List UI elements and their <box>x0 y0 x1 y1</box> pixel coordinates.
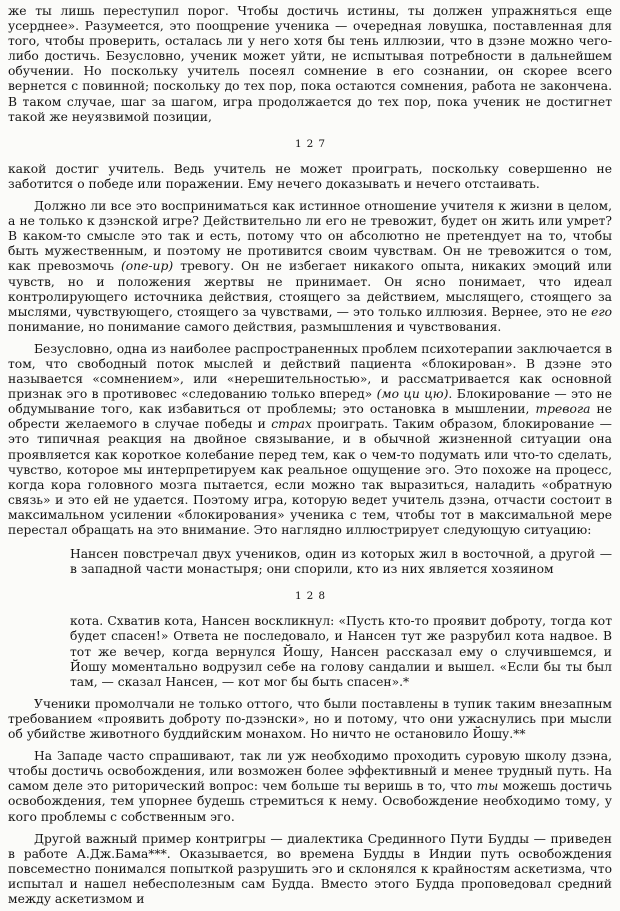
text-segment: тревогу. Он не избегает никакого опыта, никаких эмоций или чувств, но и положения жертвы не принимает. Он ясно понимает, что идеал контролирующего источника действия, стоящего за действием, мыслящего, стоящего за мыслями, чувствующего, стоящего за чувствами, — это только иллюзия. Вернее, это не <box>8 259 612 319</box>
paragraph <box>8 199 612 335</box>
text-segment: Должно ли все это восприниматься как истинное отношение учителя к жизни в целом, а не только к дзэнской игре? Действительно ли его не тревожит, будет он жить или умрет? В каком-то смысле это так и есть, потому что он абсолютно не претендует на то, чтобы быть мужественным, и поэтому не противится своим чувствам. Он не тревожится о том, как превозмочь <box>8 199 612 274</box>
text-segment: Нансен повстречал двух учеников, один из которых жил в восточной, а другой — в западной части монастыря; они спорили, кто из них является хозяином <box>70 547 612 577</box>
block-quote <box>70 547 612 577</box>
italic-term: ты <box>476 779 499 794</box>
text-segment: можешь достичь освобождения, тем упорнее будешь стремиться к нему. Освобождение необходимо тому, у кого проблемы с собственным эго. <box>8 779 612 824</box>
text-segment: Ученики промолчали не только оттого, что были поставлены в тупик таким внезапным требованием «проявить доброту по-дзэнски», но и потому, что они ужаснулись при мысли об убийстве животного буддийским монахом. Но ничто не остановило Йошу.** <box>8 696 612 742</box>
paragraph <box>8 749 612 824</box>
paragraph <box>8 342 612 538</box>
block-quote-continuation <box>70 614 612 689</box>
text-segment: какой достиг учитель. Ведь учитель не может проиграть, поскольку совершенно не заботится о победе или поражении. Ему нечего доказывать и нечего отстаивать. <box>8 161 612 191</box>
text-segment: . Блокирование — это не обдумывание того, как избавиться от проблемы; это остановка в мышлении, <box>8 387 612 417</box>
paragraph-continuation <box>8 162 612 192</box>
paragraph <box>8 832 612 907</box>
text-segment: кота. Схватив кота, Нансен воскликнул: «Пусть кто-то проявит доброту, тогда кот будет спасен!» Ответа не последовало, и Нансен тут же разрубил кота надвое. В тот же вечер, когда вернулся Йошу, Нансен рассказал ему о случившемся, и Йошу моментально водрузил себе на голову сандалии и вышел. «Если бы ты был там, — сказал Нансен, — кот мог бы быть спасен».* <box>70 614 612 689</box>
italic-term: тревога <box>535 402 591 417</box>
italic-term: его <box>591 304 612 319</box>
paragraph-continuation <box>8 4 612 125</box>
paragraph <box>8 697 612 742</box>
italic-term: страх <box>271 417 312 432</box>
text-segment: Безусловно, одна из наиболее распространенных проблем психотерапии заключается в том, что свободный поток мыслей и действий пациента «блокирован». В дзэне это называется «сомнением», или «нерешительностью», и рассматривается как основной признак эго в противовес «следованию только вперед» <box>8 341 612 402</box>
text-segment: На Западе часто спрашивают, так ли уж необходимо проходить суровую школу дзэна, чтобы достичь освобождения, или возможен более эффективный и менее трудный путь. На самом деле это риторический вопрос: чем больше ты веришь в то, что <box>8 749 612 794</box>
italic-term: (мо ци цю) <box>376 387 449 402</box>
text-segment: Другой важный пример контригры — диалектика Срединного Пути Будды — приведен в работе А.Дж.Бама***. Оказывается, во времена Будды в Индии путь освобождения повсеместно понимался попыткой разрушить эго и склонялся к крайностям аскетизма, что испытал и нашел небесполезным сам Будда. Вместо этого Будда проповедовал средний между аскетизмом и <box>8 831 612 906</box>
text-segment: же ты лишь переступил порог. Чтобы достичь истины, ты должен упражняться еще усерднее». Разумеется, это поощрение ученика — очередная ловушка, поставленная для того, чтобы проверить, осталась ли у него хотя бы тень иллюзии, что в дзэне можно чего-либо достичь. Безусловно, ученик может уйти, не испытывая потребности в дальнейшем обучении. Но поскольку учитель посеял сомнение в его сознании, он скорее всего вернется с повинной; поскольку до тех пор, пока остаются сомнения, работа не закончена. В таком случае, шаг за шагом, игра продолжается до тех пор, пока ученик не достигнет такой же неуязвимой позиции, <box>8 4 612 124</box>
page-number: 127 <box>294 137 331 150</box>
text-segment: проиграть. Таким образом, блокирование — это типичная реакция на двойное связывание, и в обычной жизненной ситуации она проявляется как короткое колебание перед тем, как о чем-то подумать или что-то сделать, чувство, которое мы интерпретируем как реальное ощущение эго. Это похоже на процесс, когда кора головного мозга пытается, если можно так выразиться, наладить «обратную связь» и это ей не удается. Поэтому игра, которую ведет учитель дзэна, отчасти состоит в максимальном усилении «блокирования» ученика с тем, чтобы тот в максимальной мере перестал обращать на это внимание. Это наглядно иллюстрирует следующую ситуацию: <box>8 417 612 537</box>
text-segment: не обрести желаемого в случае победы и <box>8 402 612 432</box>
text-segment: понимание, но понимание самого действия, размышления и чувствования. <box>8 319 502 334</box>
italic-term: (one-up) <box>120 259 174 274</box>
page-number: 128 <box>294 590 331 603</box>
